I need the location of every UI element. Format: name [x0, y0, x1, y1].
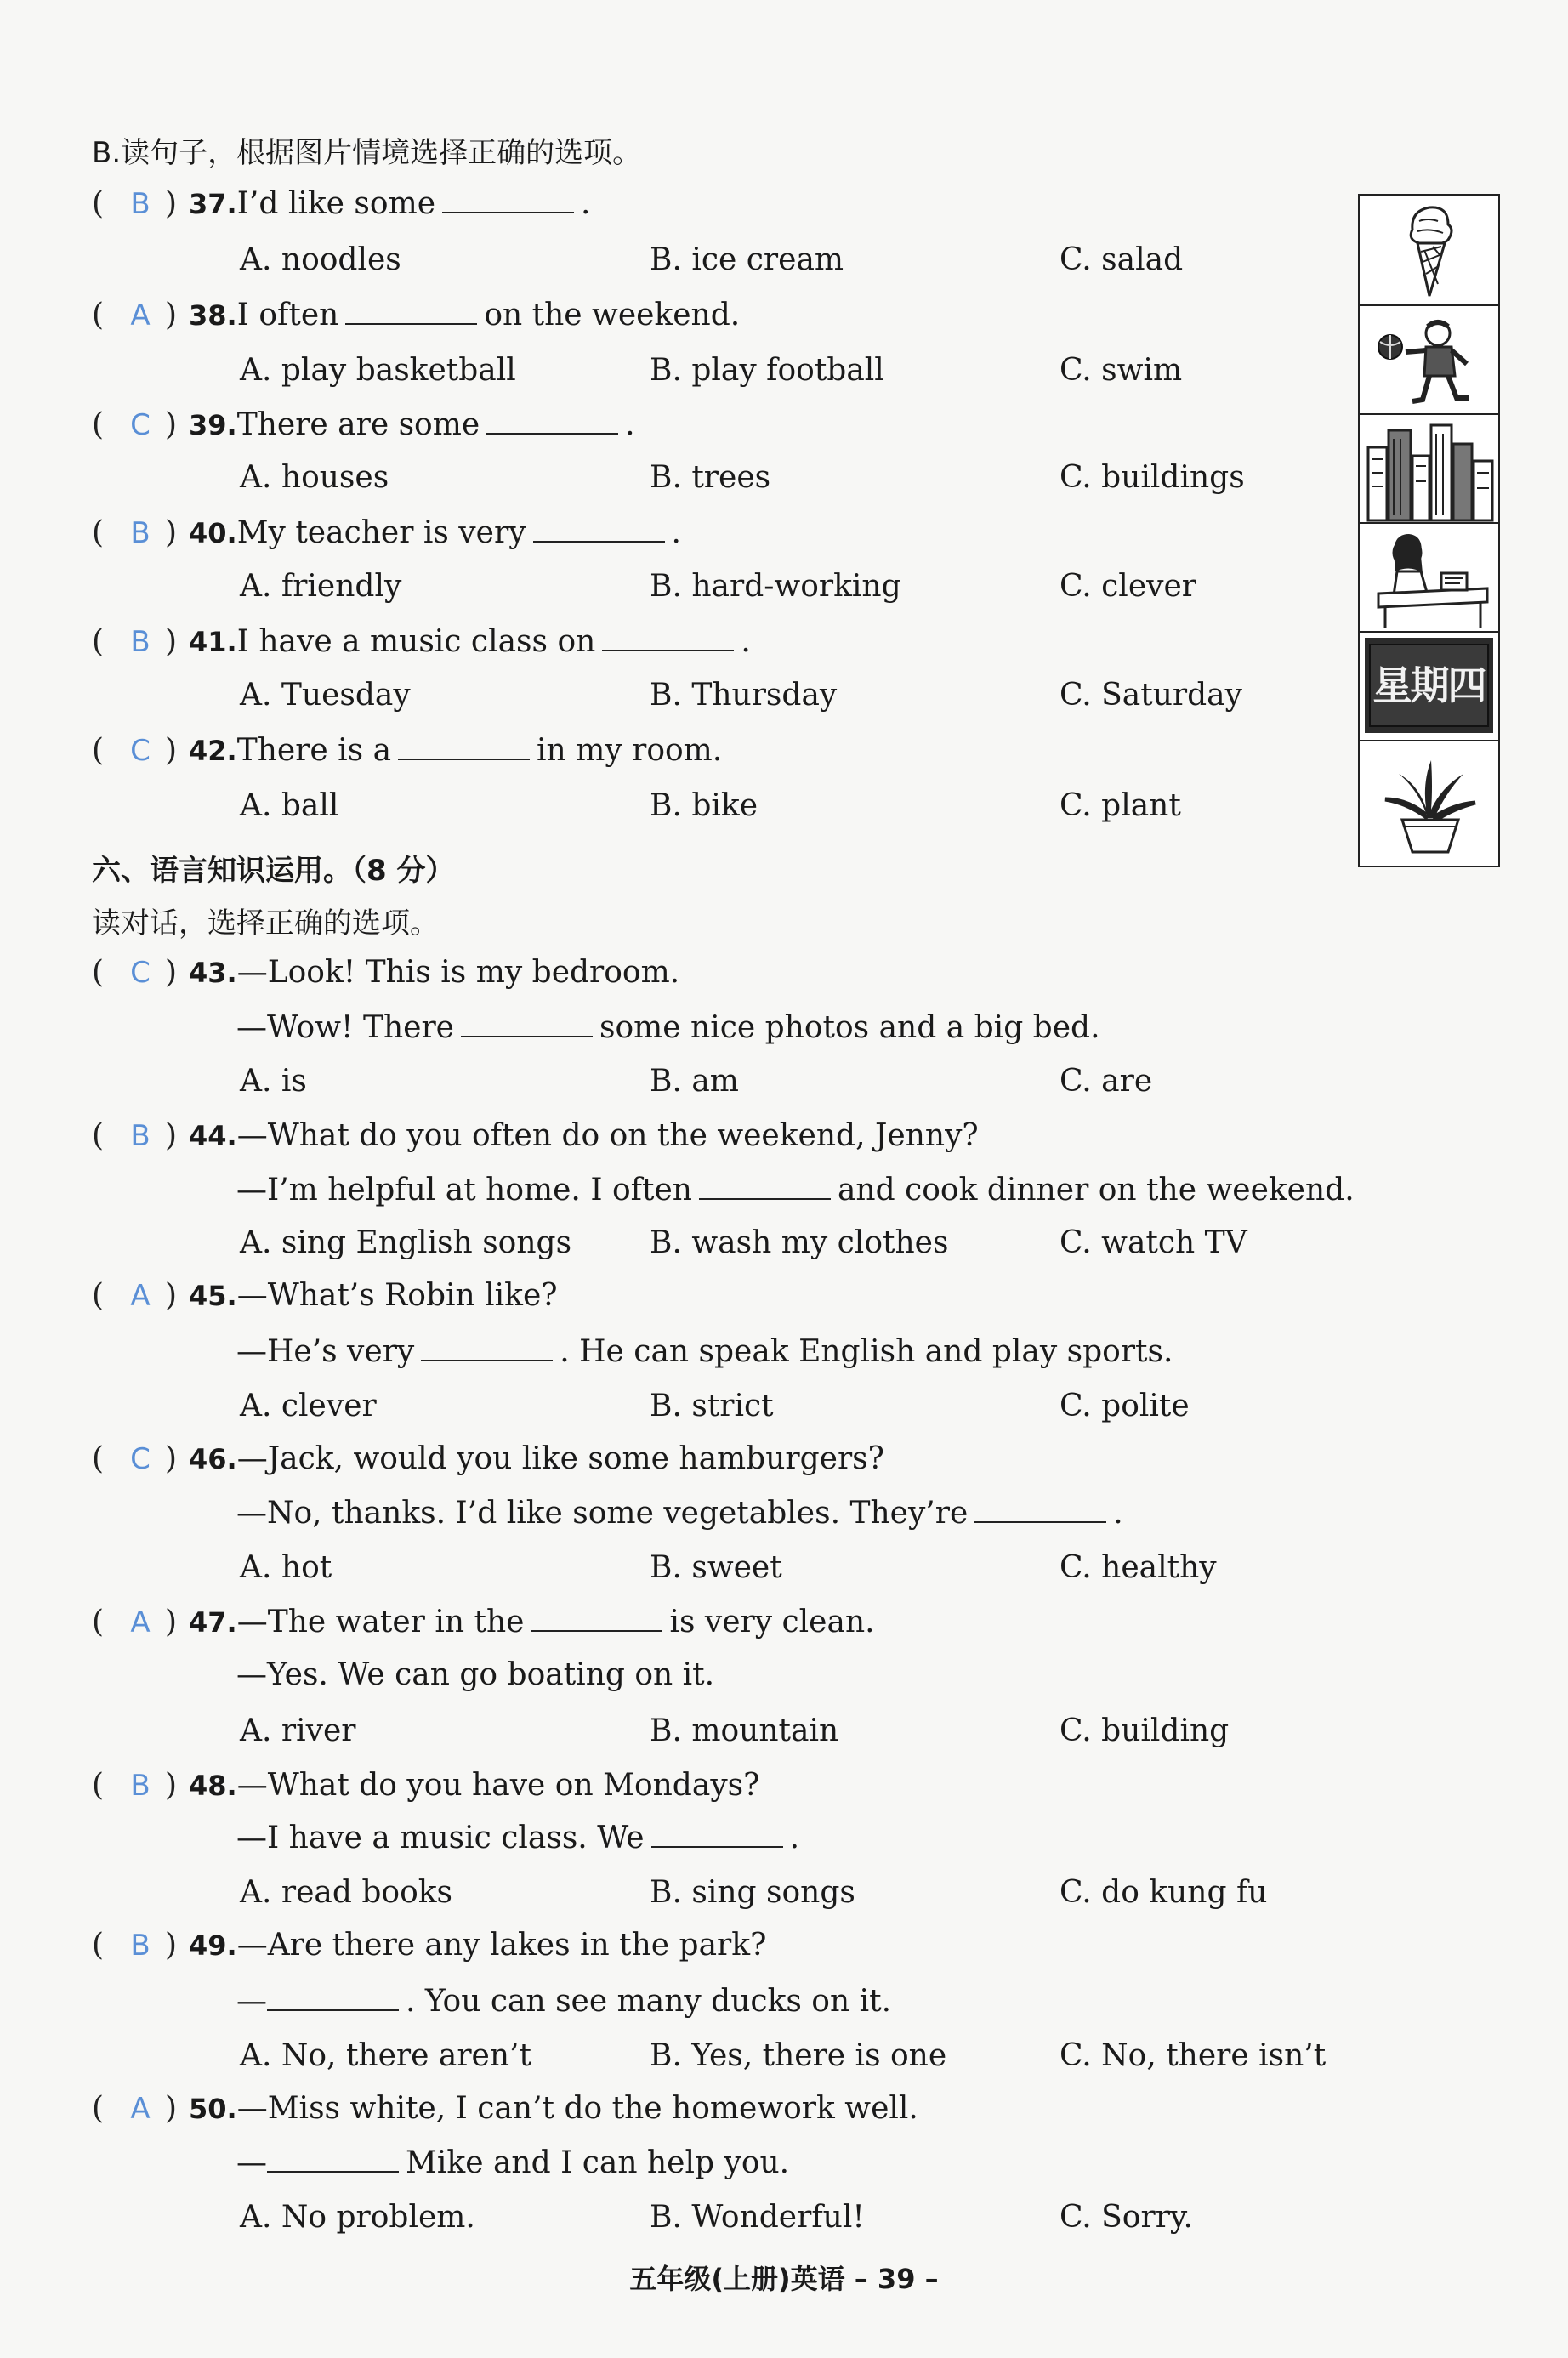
- blank: [442, 185, 574, 213]
- option-c: C. buildings: [1060, 460, 1245, 495]
- option-a: A. clever: [240, 1389, 377, 1423]
- option-a: A. play basketball: [240, 353, 516, 388]
- potted-plant-picture: [1360, 740, 1498, 849]
- option-a: A. river: [240, 1713, 356, 1748]
- answer-44: B: [130, 1119, 151, 1153]
- options-47: [240, 1709, 1388, 1753]
- dialogue-line: —I’m helpful at home. I often and cook dinner on the weekend.: [236, 1173, 1355, 1207]
- section-6-instruction: 读对话，选择正确的选项。: [92, 906, 439, 940]
- options-38: [240, 349, 1388, 393]
- option-a: A. houses: [240, 460, 389, 495]
- answer-38: A: [130, 298, 151, 332]
- option-c: C. clever: [1060, 569, 1196, 604]
- option-b: B. hard-working: [650, 569, 901, 604]
- option-a: A. read books: [240, 1875, 453, 1910]
- option-b: B. am: [650, 1064, 739, 1099]
- question-38: ( A ) 38.I often on the weekend.: [92, 293, 740, 338]
- question-46: ( C ) 46.—Jack, would you like some hamburgers?: [92, 1437, 884, 1481]
- options-43: [240, 1060, 1388, 1104]
- answer-40: B: [130, 516, 151, 550]
- option-b: B. Thursday: [650, 678, 838, 713]
- dialogue-line: —He’s very . He can speak English and play sports.: [236, 1334, 1173, 1369]
- section-6-title: 六、语言知识运用。（8 分）: [92, 854, 455, 888]
- options-37: [240, 238, 1388, 282]
- question-49: ( B ) 49.—Are there any lakes in the park?: [92, 1923, 766, 1968]
- option-b: B. mountain: [650, 1713, 839, 1748]
- options-50: [240, 2196, 1388, 2240]
- city-buildings-picture: [1360, 413, 1498, 524]
- answer-42: C: [130, 734, 151, 768]
- options-44: [240, 1221, 1388, 1265]
- option-b: B. ice cream: [650, 242, 844, 277]
- thursday-sign-label: 星期四: [1372, 662, 1486, 708]
- option-c: C. healthy: [1060, 1550, 1217, 1585]
- option-a: A. friendly: [240, 569, 402, 604]
- dialogue-line: —Yes. We can go boating on it.: [236, 1657, 715, 1692]
- options-46: [240, 1546, 1388, 1590]
- question-37: ( B ) 37.I’d like some .: [92, 182, 590, 226]
- answer-45: A: [130, 1279, 151, 1313]
- question-44: ( B ) 44.—What do you often do on the weekend, Jenny?: [92, 1114, 979, 1158]
- basketball-player-picture: [1360, 304, 1498, 415]
- question-47: ( A ) 47.—The water in the is very clean.: [92, 1600, 875, 1645]
- blank: [602, 622, 734, 651]
- option-c: C. watch TV: [1060, 1225, 1247, 1260]
- question-43: ( C ) 43.—Look! This is my bedroom.: [92, 951, 679, 995]
- blank: [533, 514, 665, 543]
- options-49: [240, 2034, 1388, 2078]
- option-b: B. strict: [650, 1389, 774, 1423]
- blank: [345, 296, 477, 325]
- option-a: A. Tuesday: [240, 678, 411, 713]
- answer-47: A: [130, 1605, 151, 1639]
- question-42: ( C ) 42.There is a in my room.: [92, 729, 722, 773]
- picture-column: [1358, 194, 1500, 867]
- option-c: C. plant: [1060, 788, 1181, 823]
- question-48: ( B ) 48.—What do you have on Mondays?: [92, 1764, 759, 1808]
- option-c: C. No, there isn’t: [1060, 2038, 1327, 2073]
- option-b: B. wash my clothes: [650, 1225, 949, 1260]
- options-39: [240, 456, 1388, 500]
- question-50: ( A ) 50.—Miss white, I can’t do the homework well.: [92, 2087, 918, 2131]
- dialogue-line: —I have a music class. We .: [236, 1821, 800, 1855]
- option-a: A. No, there aren’t: [240, 2038, 531, 2073]
- option-b: B. bike: [650, 788, 758, 823]
- dialogue-line: — . You can see many ducks on it.: [236, 1984, 892, 2019]
- answer-49: B: [130, 1929, 151, 1963]
- dialogue-line: — Mike and I can help you.: [236, 2145, 790, 2180]
- question-40: ( B ) 40.My teacher is very .: [92, 511, 681, 555]
- option-c: C. Sorry.: [1060, 2200, 1193, 2235]
- option-a: A. ball: [240, 788, 339, 823]
- option-c: C. are: [1060, 1064, 1153, 1099]
- option-b: B. Wonderful!: [650, 2200, 865, 2235]
- question-45: ( A ) 45.—What’s Robin like?: [92, 1274, 558, 1318]
- option-c: C. polite: [1060, 1389, 1190, 1423]
- options-41: [240, 673, 1388, 718]
- answer-50: A: [130, 2092, 151, 2126]
- option-b: B. trees: [650, 460, 771, 495]
- option-b: B. play football: [650, 353, 884, 388]
- options-45: [240, 1384, 1388, 1429]
- option-b: B. sweet: [650, 1550, 782, 1585]
- option-b: B. Yes, there is one: [650, 2038, 947, 2073]
- option-c: C. salad: [1060, 242, 1184, 277]
- section-b-instruction: B.读句子，根据图片情境选择正确的选项。: [92, 136, 642, 170]
- option-b: B. sing songs: [650, 1875, 855, 1910]
- options-40: [240, 565, 1388, 609]
- option-c: C. swim: [1060, 353, 1183, 388]
- dialogue-line: —Wow! There some nice photos and a big bed.: [236, 1010, 1100, 1045]
- options-48: [240, 1871, 1388, 1915]
- ice-cream-picture: [1360, 196, 1498, 306]
- question-41: ( B ) 41.I have a music class on .: [92, 620, 751, 664]
- teacher-working-picture: [1360, 522, 1498, 633]
- option-c: C. building: [1060, 1713, 1230, 1748]
- answer-43: C: [130, 956, 151, 990]
- question-39: ( C ) 39.There are some .: [92, 403, 635, 447]
- option-c: C. Saturday: [1060, 678, 1242, 713]
- dialogue-line: —No, thanks. I’d like some vegetables. They’re .: [236, 1496, 1123, 1531]
- answer-39: C: [130, 408, 151, 442]
- option-a: A. No problem.: [240, 2200, 475, 2235]
- answer-48: B: [130, 1769, 151, 1803]
- blank: [486, 406, 618, 435]
- option-a: A. sing English songs: [240, 1225, 572, 1260]
- answer-46: C: [130, 1442, 151, 1476]
- answer-37: B: [130, 187, 151, 221]
- option-c: C. do kung fu: [1060, 1875, 1268, 1910]
- blank: [398, 731, 530, 760]
- option-a: A. is: [240, 1064, 307, 1099]
- answer-41: B: [130, 625, 151, 659]
- option-a: A. hot: [240, 1550, 332, 1585]
- option-a: A. noodles: [240, 242, 401, 277]
- options-42: [240, 784, 1388, 828]
- thursday-sign-picture: [1360, 631, 1498, 741]
- page-footer: 五年级(上册)英语 – 39 –: [629, 2263, 939, 2295]
